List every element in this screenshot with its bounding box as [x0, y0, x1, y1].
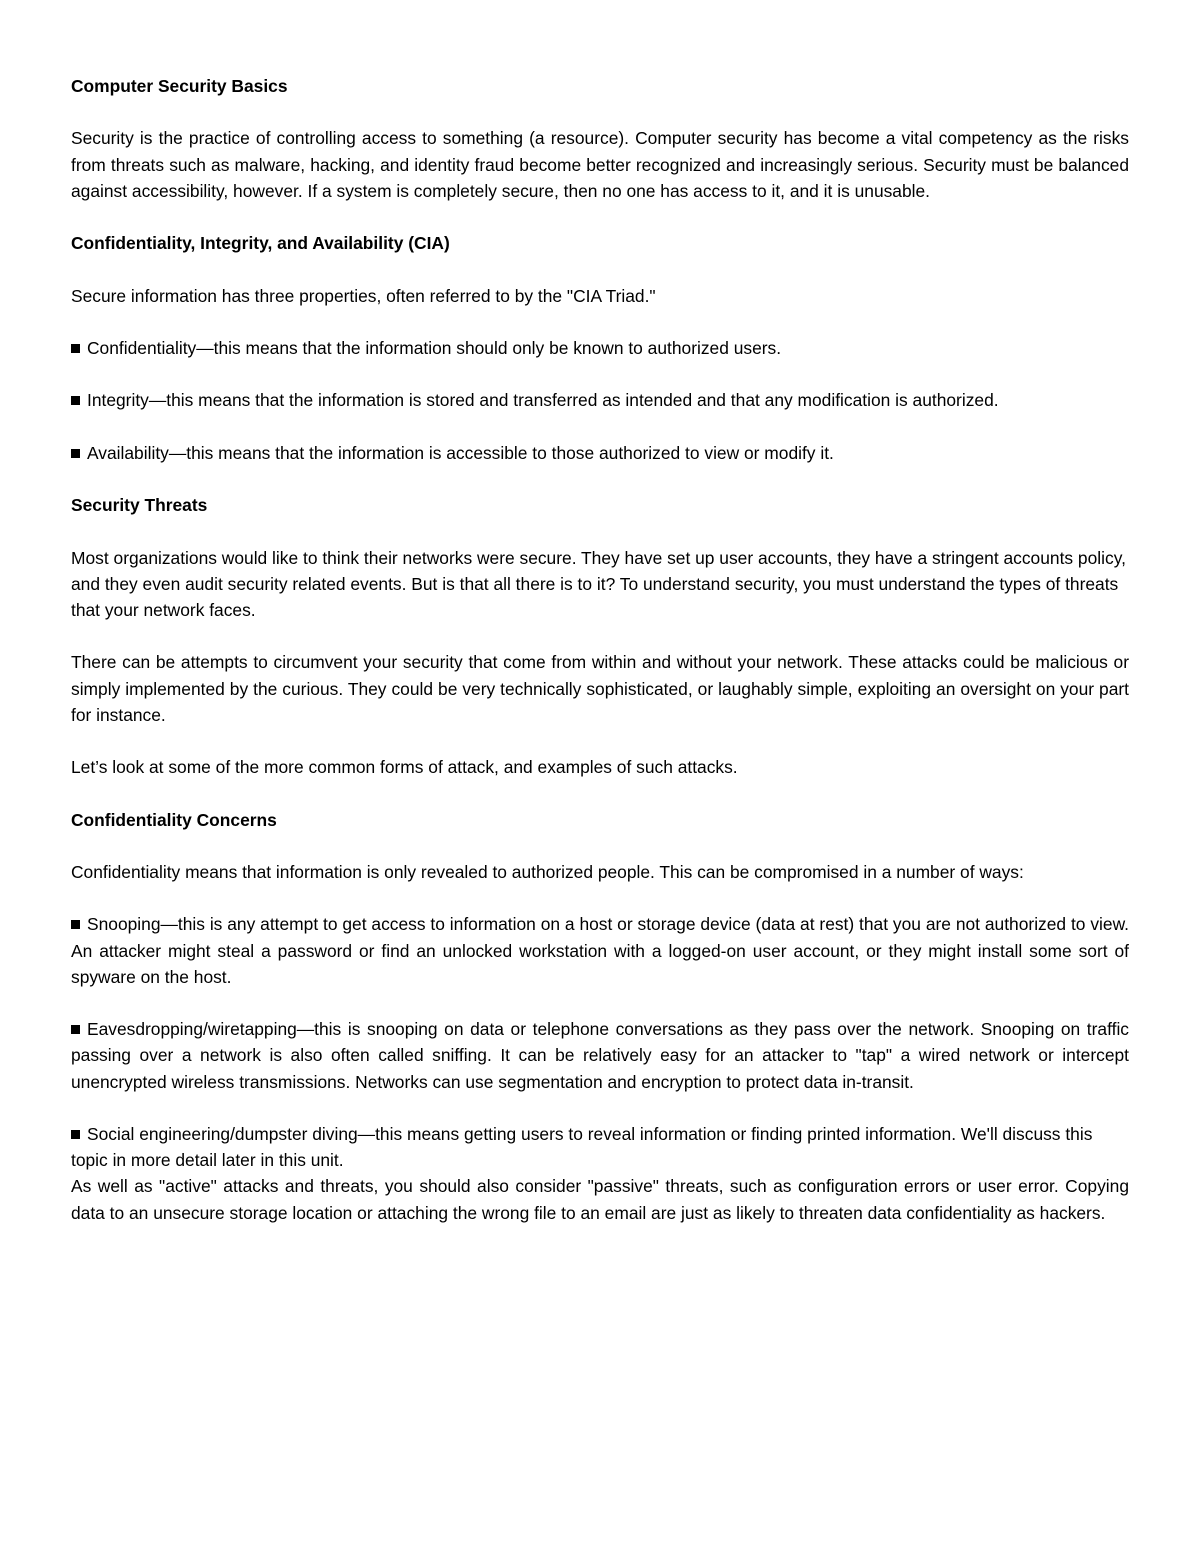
intro-paragraph: Security is the practice of controlling access to something (a resource). Computer security has become a vital competency as the risks from threats such as malware, hacking, and identity fraud become better recognized and increasingly serious. Security must be balanced against accessibility, however. If a system is completely secure, then no one has access to it, and it is unusable. [71, 128, 1129, 201]
bullet-social-engineering [71, 1121, 1129, 1173]
threats-paragraph: There can be attempts to circumvent your security that come from within and without your network. These attacks could be malicious or simply implemented by the curious. They could be very technically sophisticated, or laughably simple, exploiting an oversight on your part for instance. [71, 652, 1129, 725]
square-bullet-icon [71, 396, 80, 405]
bullet-snooping [71, 911, 1129, 990]
cia-bullet-availability [71, 440, 1129, 466]
square-bullet-icon [71, 344, 80, 353]
square-bullet-icon [71, 1025, 80, 1034]
bullet-text: Social engineering/dumpster diving—this means getting users to reveal information or finding printed information. We'll discuss this topic in more detail later in this unit. [71, 1123, 1093, 1171]
cia-bullet-integrity [71, 387, 1129, 413]
confidentiality-heading: Confidentiality Concerns [71, 809, 277, 830]
square-bullet-icon [71, 920, 80, 929]
confidentiality-intro-paragraph: Confidentiality means that information is only revealed to authorized people. This can be compromised in a number of ways: [71, 861, 1024, 882]
bullet-text: Eavesdropping/wiretapping—this is snooping on data or telephone conversations as they pass over the network. Snooping on traffic passing over a network is also often called sniffing. It can be relatively easy for an attacker to "tap" a wired network or intercept unencrypted wireless transmissions. Networks can use segmentation and encryption to protect data in-transit. [71, 1019, 1129, 1092]
square-bullet-icon [71, 1130, 80, 1139]
bullet-text: Snooping—this is any attempt to get access to information on a host or storage device (data at rest) that you are not authorized to view. An attacker might steal a password or find an unlocked workstation with a logged-on user account, or they might install some sort of spyware on the host. [71, 914, 1129, 987]
cia-heading: Confidentiality, Integrity, and Availability (CIA) [71, 233, 450, 254]
bullet-eavesdropping [71, 1016, 1129, 1095]
closing-paragraph: As well as "active" attacks and threats, you should also consider "passive" threats, such as configuration errors or user error. Copying data to an unsecure storage location or attaching the wrong file to an email are just as likely to threaten data confidentiality as hackers. [71, 1176, 1129, 1223]
bullet-text: Confidentiality—this means that the information should only be known to authorized users. [87, 337, 782, 358]
bullet-text: Integrity—this means that the information is stored and transferred as intended and that any modification is authorized. [87, 390, 999, 411]
threats-paragraph: Most organizations would like to think their networks were secure. They have set up user accounts, they have a stringent accounts policy, and they even audit security related events. But is that all there is to it? To understand security, you must understand the types of threats that your network faces. [71, 547, 1126, 620]
threats-paragraph: Let’s look at some of the more common forms of attack, and examples of such attacks. [71, 757, 738, 778]
square-bullet-icon [71, 449, 80, 458]
cia-intro-paragraph: Secure information has three properties, often referred to by the "CIA Triad." [71, 285, 656, 306]
threats-heading: Security Threats [71, 495, 208, 516]
cia-bullet-confidentiality [71, 335, 1129, 361]
bullet-text: Availability—this means that the information is accessible to those authorized to view or modify it. [87, 442, 834, 463]
document-page [71, 73, 1129, 1252]
document-title: Computer Security Basics [71, 76, 288, 96]
